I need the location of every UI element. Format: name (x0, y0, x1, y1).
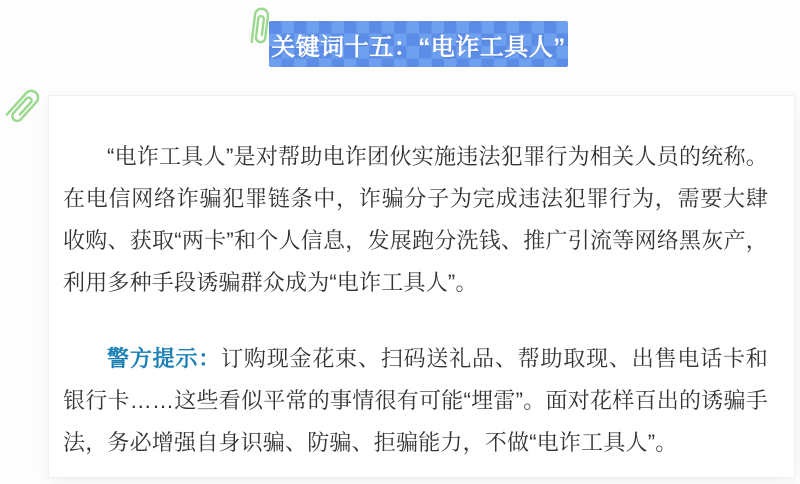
police-tip-paragraph (63, 338, 768, 464)
police-tip-label: 警方提示： (107, 346, 222, 371)
paperclip-icon (0, 78, 50, 136)
page-title: 关键词十五：“电诈工具人” (271, 33, 566, 61)
police-tip-text: 订购现金花束、扫码送礼品、帮助取现、出售电话卡和银行卡……这些看似平常的事情很有可能“埋雷”。面对花样百出的诱骗手法，务必增强自身识骗、防骗、拒骗能力，不做“电诈工具人”。 (63, 346, 768, 455)
definition-paragraph: “电诈工具人”是对帮助电诈团伙实施违法犯罪行为相关人员的统称。在电信网络诈骗犯罪链条中，诈骗分子为完成违法犯罪行为，需要大肆收购、获取“两卡”和个人信息，发展跑分洗钱、推广引流等网络黑灰产，利用多种手段诱骗群众成为“电诈工具人”。 (63, 144, 768, 295)
title-banner (269, 21, 568, 67)
content-card (48, 95, 795, 478)
